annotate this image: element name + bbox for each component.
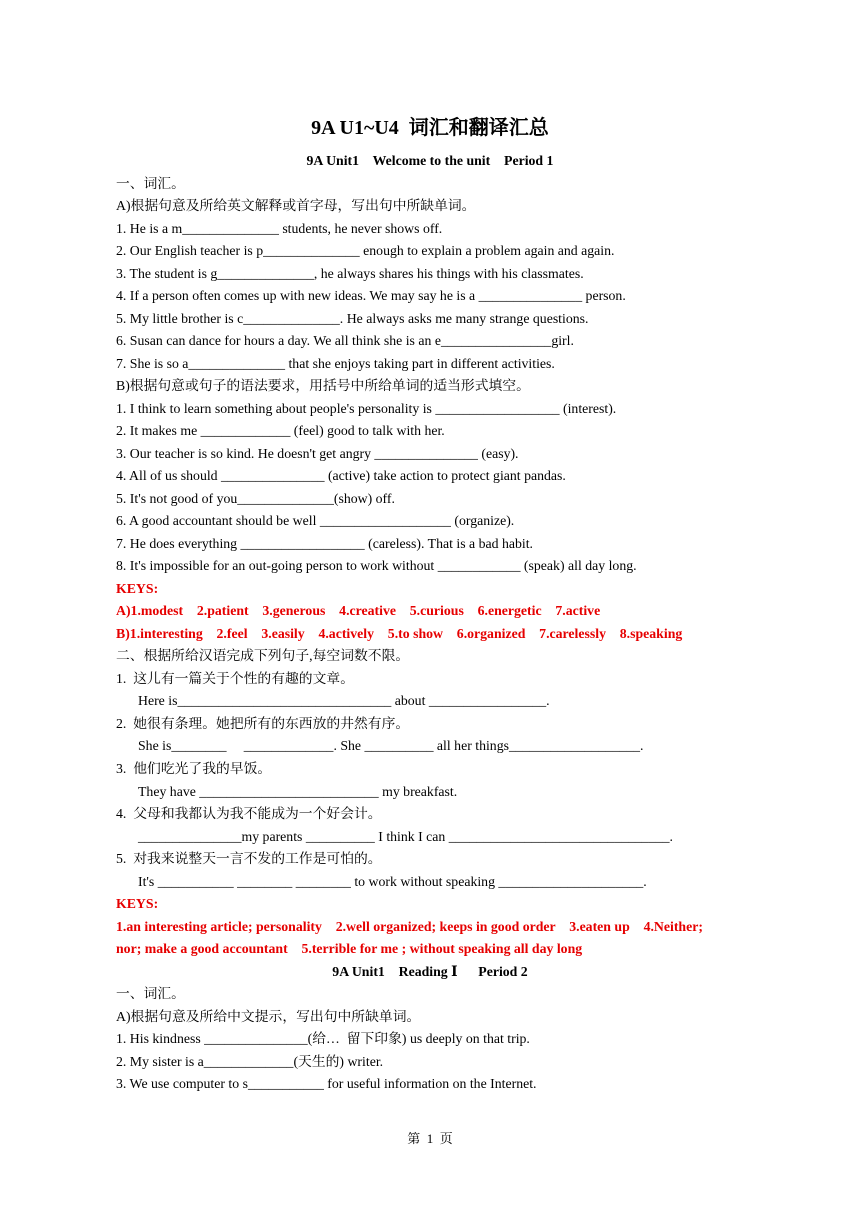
keys-line: B)1.interesting 2.feel 3.easily 4.actively 5.to show 6.organized 7.carelessly 8.speaking — [116, 626, 683, 641]
keys-line: 1.an interesting article; personality 2.well organized; keeps in good order 3.eaten up 4.Neither; — [116, 919, 703, 934]
exercise-line: 7. He does everything __________________ (careless). That is a bad habit. — [116, 536, 534, 551]
keys-line: nor; make a good accountant 5.terrible for me ; without speaking all day long — [116, 941, 583, 956]
exercise-line: 5. It's not good of you______________(show) off. — [116, 491, 395, 506]
exercise-line: 6. Susan can dance for hours a day. We all think she is an e________________girl. — [116, 333, 574, 348]
keys-line: A)1.modest 2.patient 3.generous 4.creative 5.curious 6.energetic 7.active — [116, 603, 601, 618]
keys-label: KEYS: — [116, 581, 159, 596]
exercise-line: 4. All of us should _______________ (active) take action to protect giant pandas. — [116, 468, 566, 483]
exercise-line: 1. He is a m______________ students, he never shows off. — [116, 221, 443, 236]
chinese-prompt: 2. 她很有条理。她把所有的东西放的井然有序。 — [116, 716, 410, 731]
chinese-prompt: 4. 父母和我都认为我不能成为一个好会计。 — [116, 806, 382, 821]
exercise-line: 3. We use computer to s___________ for useful information on the Internet. — [116, 1076, 537, 1091]
section-heading-period-1: 9A Unit1 Welcome to the unit Period 1 — [306, 153, 554, 168]
exercise-line: 6. A good accountant should be well ___________________ (organize). — [116, 513, 515, 528]
translation-line: She is________ _____________. She __________ all her things___________________. — [138, 738, 644, 753]
chinese-prompt: 1. 这儿有一篇关于个性的有趣的文章。 — [116, 671, 354, 686]
chinese-prompt: 3. 他们吃光了我的早饭。 — [116, 761, 272, 776]
exercise-line: 2. It makes me _____________ (feel) good to talk with her. — [116, 423, 445, 438]
exercise-line: 2. My sister is a_____________(天生的) writer. — [116, 1054, 384, 1069]
section-heading-period-2: 9A Unit1 Reading Ⅰ Period 2 — [332, 964, 528, 979]
translation-line: Here is_______________________________ about _________________. — [138, 693, 550, 708]
exercise-line: 1. His kindness _______________(给… 留下印象) us deeply on that trip. — [116, 1031, 530, 1046]
exercise-line: 7. She is so a______________ that she enjoys taking part in different activities. — [116, 356, 555, 371]
translation-line: They have __________________________ my breakfast. — [138, 784, 458, 799]
exercise-line: 5. My little brother is c______________. He always asks me many strange questions. — [116, 311, 589, 326]
instruction-b: B)根据句意或句子的语法要求，用括号中所给单词的适当形式填空。 — [116, 378, 530, 393]
chinese-prompt: 5. 对我来说整天一言不发的工作是可怕的。 — [116, 851, 382, 866]
part-heading-vocabulary: 一、词汇。 — [116, 176, 185, 191]
part-heading-translation: 二、根据所给汉语完成下列句子,每空词数不限。 — [116, 648, 410, 663]
instruction-a: A)根据句意及所给中文提示，写出句中所缺单词。 — [116, 1009, 421, 1024]
translation-line: _______________my parents __________ I think I can ________________________________. — [138, 829, 673, 844]
part-heading-vocabulary: 一、词汇。 — [116, 986, 185, 1001]
page-footer: 第 1 页 — [407, 1131, 453, 1146]
keys-label: KEYS: — [116, 896, 159, 911]
exercise-line: 2. Our English teacher is p______________ enough to explain a problem again and again. — [116, 243, 615, 258]
translation-line: It's ___________ ________ ________ to work without speaking _____________________. — [138, 874, 647, 889]
document-title: 9A U1~U4 词汇和翻译汇总 — [311, 117, 549, 139]
instruction-a: A)根据句意及所给英文解释或首字母，写出句中所缺单词。 — [116, 198, 476, 213]
exercise-line: 3. The student is g______________, he always shares his things with his classmates. — [116, 266, 584, 281]
exercise-line: 3. Our teacher is so kind. He doesn't get angry _______________ (easy). — [116, 446, 519, 461]
exercise-line: 8. It's impossible for an out-going person to work without ____________ (speak) all day long. — [116, 558, 637, 573]
exercise-line: 4. If a person often comes up with new ideas. We may say he is a _______________ person. — [116, 288, 626, 303]
exercise-line: 1. I think to learn something about people's personality is __________________ (interest). — [116, 401, 617, 416]
